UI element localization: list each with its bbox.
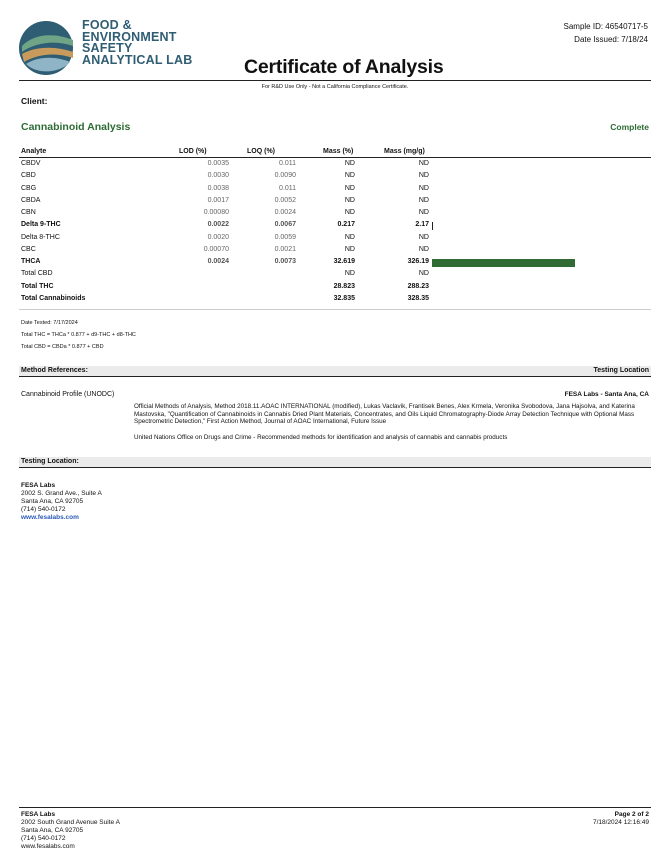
table-row [21,197,651,209]
mass-percent-cell: ND [344,172,355,180]
analyte-cell: CBC [21,245,36,253]
date-tested: Date Tested: 7/17/2024 [21,320,78,326]
loq-cell: 0.011 [279,184,296,192]
rnd-disclaimer: For R&D Use Only - Not a California Compliance Certificate. [261,84,409,90]
column-header-analyte: Analyte [21,148,47,155]
logo-line: ENVIRONMENT [82,29,177,44]
table-row [21,258,651,270]
total-cbd-formula: Total CBD = CBDa * 0.877 + CBD [21,344,104,350]
testing-location-divider [19,467,651,468]
footer-address-line1: 2002 South Grand Avenue Suite A [21,819,120,826]
lab-website-link[interactable]: www.fesalabs.com [21,514,79,521]
table-row [21,270,651,282]
loq-cell: 0.0024 [274,209,296,216]
lab-name: FESA Labs [21,482,56,489]
table-row [21,283,651,295]
analyte-cell: CBD [21,172,36,180]
footer-address-block [21,811,120,851]
method-reference-unodc: United Nations Office on Drugs and Crime - Recommended methods for identification and analysis of cannabis and cannabis products [134,434,508,441]
method-reference-aoac: Official Methods of Analysis, Method 2018.11.AOAC INTERNATIONAL (modified), Lukas Vaclavik, Frantisek Benes, Alex Krmela, Veronika Svobodova, Jana Hajsolva, and Katerina Mastovska, "Quantification of Cannabinoids in Cannabis Dried Plant Materials, Concentrates, and Oils Liquid Chromatography-Diode Array Detection Technique with Optional Mass Spectrometric Detection," First Action Method, Journal of AOAC International, Future Issue [134,403,635,426]
analyte-cell: CBN [21,209,36,216]
section-title: Cannabinoid Analysis [21,121,131,133]
mass-mgg-cell: ND [418,270,429,278]
mass-percent-cell: 28.823 [333,282,355,290]
loq-cell: 0.0052 [274,196,296,204]
loq-cell: 0.011 [279,160,296,167]
mass-mgg-cell: ND [418,184,429,192]
method-references-band [19,366,651,376]
lod-cell: 0.0024 [207,258,229,265]
table-row [21,209,651,221]
method-name: Cannabinoid Profile (UNODC) [21,391,115,398]
mass-percent-cell: ND [344,160,355,167]
lod-cell: 0.00070 [203,245,229,253]
total-thc-formula: Total THC = THCa * 0.877 + d9-THC + d8-THC [21,332,136,338]
table-row [21,172,651,184]
mass-percent-cell: ND [344,270,355,278]
footer-phone: (714) 540-0172 [21,835,66,842]
mass-bar [432,259,575,267]
testing-location-heading: Testing Location [593,367,649,374]
lod-cell: 0.0017 [207,196,229,204]
column-header-lod: LOD (%) [179,148,207,155]
logo-line: FOOD & [82,18,132,32]
table-row [21,234,651,246]
analyte-cell: Total THC [21,282,54,290]
method-references-heading: Method References: [21,367,88,374]
logo-line: ANALYTICAL LAB [82,52,193,67]
analyte-cell: CBDV [21,160,41,167]
status-label: Complete [610,122,649,132]
mass-mgg-cell: ND [418,172,429,180]
loq-cell: 0.0021 [274,245,296,253]
mass-mgg-cell: ND [418,160,429,167]
footer-timestamp: 7/18/2024 12:16:49 [592,819,649,826]
mass-percent-cell: ND [344,245,355,253]
method-location: FESA Labs - Santa Ana, CA [564,391,649,398]
mass-mgg-cell: ND [418,196,429,204]
mass-percent-cell: ND [344,184,355,192]
testing-location-label: Testing Location: [21,458,79,465]
page-number: Page 2 of 2 [614,811,649,818]
date-issued: Date Issued: 7/18/24 [574,35,648,44]
mass-mgg-cell: ND [418,245,429,253]
mass-percent-cell: ND [344,233,355,241]
logo-text [82,20,192,66]
lod-cell: 0.0020 [207,233,229,241]
mass-mgg-cell: ND [418,233,429,241]
table-header-divider [19,157,651,158]
mass-mgg-cell: 326.19 [407,258,429,265]
testing-location-block [21,482,102,522]
loq-cell: 0.0090 [274,172,296,180]
logo-line: SAFETY [82,41,133,55]
lod-cell: 0.0022 [207,221,229,229]
analyte-cell: THCA [21,258,41,265]
table-row [21,160,651,172]
table-row [21,246,651,258]
table-bottom-divider [19,309,651,310]
loq-cell: 0.0059 [274,233,296,241]
mass-percent-cell: 32.835 [333,294,355,302]
analyte-cell: CBG [21,184,37,192]
mass-percent-cell: ND [344,196,355,204]
document-title: Certificate of Analysis [244,56,444,78]
analyte-cell: Total CBD [21,270,53,278]
analyte-cell: Total Cannabinoids [21,294,86,302]
lod-cell: 0.00080 [203,209,229,216]
analyte-cell: Delta 9-THC [21,221,61,229]
footer-address-line2: Santa Ana, CA 92705 [21,827,84,834]
column-header-mass-percent: Mass (%) [323,148,354,155]
lod-cell: 0.0035 [207,160,229,167]
mass-percent-cell: ND [344,209,355,216]
header-divider [19,80,651,81]
mass-percent-cell: 0.217 [337,221,355,229]
table-row [21,185,651,197]
footer-divider [19,807,651,808]
mass-mgg-cell: ND [418,209,429,216]
footer-lab-name: FESA Labs [21,811,56,818]
mass-mgg-cell: 328.35 [407,294,429,302]
table-row [21,221,651,233]
analyte-cell: Delta 8-THC [21,233,60,241]
mass-mgg-cell: 288.23 [407,282,429,290]
mass-bar [432,222,433,230]
footer-website: www.fesalabs.com [21,843,75,850]
lab-phone: (714) 540-0172 [21,506,66,513]
lod-cell: 0.0030 [207,172,229,180]
loq-cell: 0.0067 [274,221,296,229]
analyte-cell: CBDA [21,196,41,204]
loq-cell: 0.0073 [274,258,296,265]
lod-cell: 0.0038 [207,184,229,192]
column-header-loq: LOQ (%) [247,148,275,155]
method-divider [19,376,651,377]
lab-address-line2: Santa Ana, CA 92705 [21,498,84,505]
mass-percent-cell: 32.619 [333,258,355,265]
testing-location-band [19,457,651,467]
footer-page-block [593,811,649,827]
lab-address-line1: 2002 S. Grand Ave., Suite A [21,490,102,497]
client-label: Client: [21,96,48,106]
table-row [21,295,651,307]
column-header-mass-mgg: Mass (mg/g) [384,148,425,155]
sample-id: Sample ID: 46540717-5 [563,22,648,31]
mass-mgg-cell: 2.17 [415,221,429,229]
